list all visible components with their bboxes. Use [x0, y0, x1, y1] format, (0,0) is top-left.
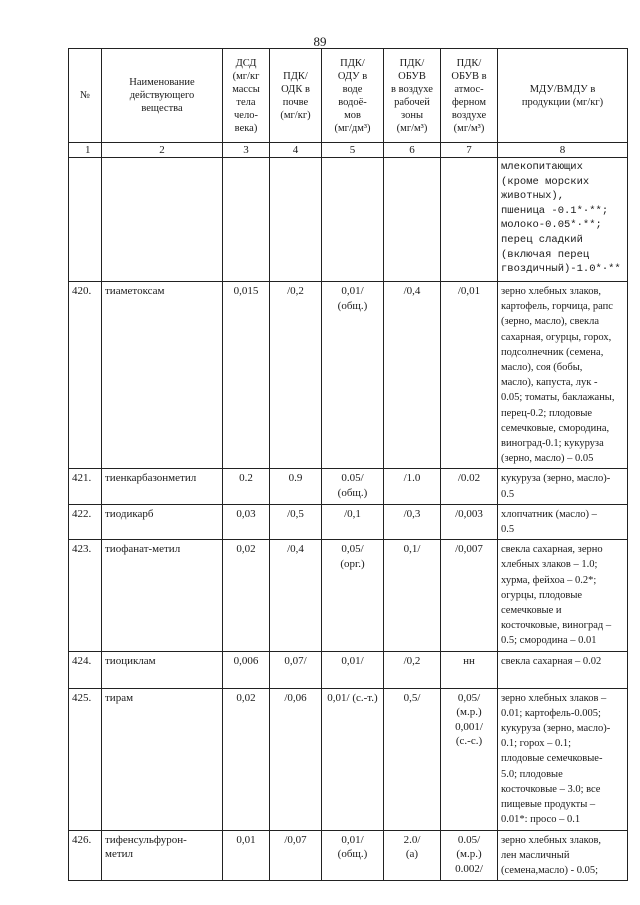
text-line: ОБУВ в — [451, 70, 487, 82]
text-line: (мг/кг) — [280, 109, 311, 121]
dsd-value: 0,01 — [223, 830, 270, 881]
column-number: 4 — [270, 143, 322, 158]
mdu-value — [498, 504, 628, 539]
row-number: 423. — [69, 540, 102, 651]
text-line: продукции (мг/кг) — [521, 96, 604, 108]
column-number: 1 — [69, 143, 102, 158]
text-line: вещества — [141, 103, 183, 114]
text-line: (семена,масло) - 0.05; — [501, 864, 599, 876]
text-line: 2.0/ — [403, 833, 421, 846]
soil-value: /0,2 — [270, 282, 322, 469]
text-line: зерно хлебных злаков, — [501, 834, 602, 846]
text-line: ПДК/ — [399, 57, 425, 69]
table-row — [69, 688, 628, 830]
text-line: ПДК/ — [456, 57, 482, 69]
text-line: гвоздичный)-1.0*·** — [501, 263, 621, 276]
text-line: тирам — [105, 691, 134, 704]
table-row — [69, 469, 628, 504]
text-line: 0,01/ (с.-т.) — [327, 691, 378, 704]
header-dsd — [223, 49, 270, 143]
water-value — [322, 540, 384, 651]
atmosphere-air-value — [441, 651, 498, 688]
work-air-value: /0,3 — [384, 504, 441, 539]
atmosphere-air-value — [441, 282, 498, 469]
text-line: 0.05/ — [341, 472, 364, 485]
text-line: тифенсульфурон- — [105, 833, 187, 846]
text-line: плодовые семечковые- — [501, 753, 603, 765]
text-line: /0.02 — [457, 472, 481, 485]
substance-name — [102, 830, 223, 881]
atmosphere-air-value — [441, 688, 498, 830]
text-line: (общ.) — [337, 848, 368, 860]
dsd-value: 0,02 — [223, 540, 270, 651]
work-air-value: /0,2 — [384, 651, 441, 688]
text-line: (мг/м³) — [396, 122, 428, 134]
table-row — [69, 830, 628, 881]
substance-name — [102, 651, 223, 688]
text-line: картофель, горчица, рапс — [501, 301, 613, 313]
text-line: молоко-0.05*·**; — [501, 219, 602, 232]
text-line: тиоциклам — [105, 654, 156, 667]
text-line: ОДК в — [281, 83, 310, 95]
text-line: (зерно, масло) – 0.05 — [501, 453, 594, 465]
dsd-value: 0,02 — [223, 688, 270, 830]
substance-name — [102, 688, 223, 830]
mdu-value — [498, 688, 628, 830]
text-line: косточковые – 3.0; все — [501, 783, 601, 795]
text-line: 0.5 — [501, 524, 515, 536]
text-line: /0,01 — [457, 285, 481, 297]
atmosphere-air-value — [441, 830, 498, 881]
header-water — [322, 49, 384, 143]
dsd-value: 0.2 — [223, 469, 270, 504]
text-line: массы — [232, 83, 260, 95]
text-line: семечковые, смородина, — [501, 422, 610, 434]
substance-name — [102, 504, 223, 539]
text-line: 0,01/ — [341, 285, 364, 297]
work-air-value: 0,1/ — [384, 540, 441, 651]
text-line: метил — [105, 848, 134, 860]
text-line: действующего — [129, 90, 195, 101]
dsd-value: 0,03 — [223, 504, 270, 539]
text-line: мов — [344, 109, 361, 121]
text-line: млекопитающих — [501, 161, 583, 173]
text-line: ПДК/ — [283, 70, 308, 82]
water-value — [322, 688, 384, 830]
table-row — [69, 504, 628, 539]
substance-name — [102, 540, 223, 651]
mdu-value — [498, 651, 628, 688]
text-line: (кроме морских — [501, 175, 590, 188]
mdu-value — [498, 469, 628, 504]
cell-empty — [270, 158, 322, 282]
text-line: 0,01/ — [341, 833, 364, 846]
text-line: пищевые продукты – — [501, 799, 596, 811]
text-line: ОДУ в — [337, 70, 368, 82]
text-line: пшеница -0.1*·**; — [501, 204, 609, 217]
text-line: (общ.) — [337, 486, 368, 499]
text-line: атмос- — [454, 83, 484, 95]
cell-empty — [441, 158, 498, 282]
text-line: (м.р.) — [456, 848, 482, 860]
text-line: рабочей — [394, 96, 430, 108]
text-line: животных), — [501, 190, 565, 203]
text-line: виноград-0.1; кукуруза — [501, 438, 604, 450]
column-number: 3 — [223, 143, 270, 158]
row-number: 420. — [69, 282, 102, 469]
soil-value: 0.9 — [270, 469, 322, 504]
text-line: тела — [236, 96, 256, 108]
water-value — [322, 651, 384, 688]
text-line: тиенкарбазонметил — [105, 472, 197, 485]
column-number: 6 — [384, 143, 441, 158]
text-line: 0.1; горох – 0.1; — [501, 738, 571, 750]
cell-empty — [322, 158, 384, 282]
row-number: 421. — [69, 469, 102, 504]
text-line: тиофанат-метил — [105, 543, 181, 556]
text-line: кукуруза (зерно, масло)- — [501, 473, 611, 485]
atmosphere-air-value — [441, 504, 498, 539]
header-substance-name — [102, 49, 223, 143]
row-number: 425. — [69, 688, 102, 830]
soil-value: 0,07/ — [270, 651, 322, 688]
column-number: 8 — [498, 143, 628, 158]
header-work-air — [384, 49, 441, 143]
text-line: (мг/дм³) — [334, 122, 371, 134]
cell-empty — [69, 158, 102, 282]
text-line: воздухе — [451, 109, 487, 121]
work-air-value: 0,5/ — [384, 688, 441, 830]
atmosphere-air-value — [441, 540, 498, 651]
mdu-value — [498, 830, 628, 881]
table-row — [69, 651, 628, 688]
page-number: 89 — [313, 34, 327, 49]
text-line: /0,007 — [455, 543, 483, 556]
text-line: (мг/кг — [232, 70, 260, 82]
text-line: нн — [463, 654, 475, 667]
text-line: 0,001/ — [455, 720, 483, 733]
text-line: 0,05/ (м.р.) — [456, 691, 482, 719]
text-line: 0.5; смородина – 0.01 — [501, 635, 597, 647]
work-air-value: /0,4 — [384, 282, 441, 469]
dsd-value: 0,006 — [223, 651, 270, 688]
text-line: ферном — [451, 96, 487, 108]
text-line: в воздухе — [391, 83, 433, 95]
text-line: /0,1 — [344, 507, 361, 520]
text-line: подсолнечник (семена, — [501, 346, 604, 358]
text-line: МДУ/ВМДУ в — [529, 83, 596, 95]
text-line: хлопчатник (масло) – — [501, 508, 597, 520]
text-line: водоё- — [338, 96, 367, 108]
column-numbers-row — [69, 143, 628, 158]
work-air-value — [384, 830, 441, 881]
text-line: свекла сахарная – 0.02 — [501, 655, 602, 667]
table-row — [69, 282, 628, 469]
text-line: 0,01/ — [341, 654, 364, 667]
text-line: 5.0; плодовые — [501, 768, 563, 780]
text-line: (зерно, масло), свекла — [501, 316, 600, 328]
soil-value: /0,4 — [270, 540, 322, 651]
soil-value: /0,06 — [270, 688, 322, 830]
water-value — [322, 830, 384, 881]
text-line: перец сладкий — [501, 233, 583, 246]
text-line: 0.002/ — [455, 862, 483, 875]
header-number: № — [69, 49, 102, 143]
text-line: века) — [234, 122, 258, 134]
continuation-mdu — [498, 158, 628, 282]
water-value — [322, 469, 384, 504]
pesticide-regulations-table — [68, 48, 628, 881]
text-line: ДСД — [235, 57, 257, 69]
text-line: перец-0.2; плодовые — [501, 407, 593, 419]
atmosphere-air-value — [441, 469, 498, 504]
text-line: чело- — [234, 109, 258, 121]
row-number: 422. — [69, 504, 102, 539]
text-line: 0.01*: просо – 0.1 — [501, 814, 581, 826]
mdu-value — [498, 540, 628, 651]
text-line: воде — [342, 83, 363, 95]
work-air-value: /1.0 — [384, 469, 441, 504]
column-number: 2 — [102, 143, 223, 158]
text-line: почве — [282, 96, 309, 108]
water-value — [322, 282, 384, 469]
water-value — [322, 504, 384, 539]
text-line: (мг/м³) — [453, 122, 485, 134]
column-number: 7 — [441, 143, 498, 158]
soil-value: /0,5 — [270, 504, 322, 539]
row-number: 426. — [69, 830, 102, 881]
text-line: /0,003 — [455, 507, 483, 520]
text-line: (включая перец — [501, 248, 590, 261]
header-soil — [270, 49, 322, 143]
text-line: свекла сахарная, зерно — [501, 544, 603, 556]
continuation-row — [69, 158, 628, 282]
text-line: тиаметоксам — [105, 285, 165, 297]
text-line: 0.5 — [501, 488, 515, 500]
text-line: масло), капуста, лук - — [501, 377, 598, 389]
header-mdu — [498, 49, 628, 143]
text-line: масло), соя (бобы, — [501, 362, 583, 374]
text-line: семечковые и — [501, 605, 562, 617]
substance-name — [102, 282, 223, 469]
cell-empty — [102, 158, 223, 282]
text-line: зерно хлебных злаков, — [501, 286, 602, 297]
text-line: хурма, фейхоа – 0.2*; — [501, 574, 597, 586]
table-header-row — [69, 49, 628, 143]
table-row — [69, 540, 628, 651]
substance-name — [102, 469, 223, 504]
text-line: лен масличный — [501, 849, 570, 861]
text-line: кукуруза (зерно, масло)- — [501, 723, 611, 735]
text-line: ПДК/ — [340, 57, 365, 69]
cell-empty — [384, 158, 441, 282]
text-line: тиодикарб — [105, 507, 154, 520]
text-line: 0,05/ — [341, 543, 364, 556]
cell-empty — [223, 158, 270, 282]
text-line: сахарная, огурцы, горох, — [501, 331, 612, 343]
text-line: 0.05; томаты, баклажаны, — [501, 392, 615, 404]
text-line: огурцы, плодовые — [501, 589, 583, 601]
column-number: 5 — [322, 143, 384, 158]
text-line: косточковые, виноград – — [501, 620, 612, 632]
text-line: (общ.) — [337, 299, 368, 312]
soil-value: /0,07 — [270, 830, 322, 881]
text-line: (а) — [405, 848, 419, 860]
text-line: зоны — [400, 109, 423, 121]
dsd-value: 0,015 — [223, 282, 270, 469]
text-line: 0.01; картофель-0.005; — [501, 707, 601, 719]
text-line: (орг.) — [340, 557, 365, 570]
header-atmosphere-air — [441, 49, 498, 143]
mdu-value — [498, 282, 628, 469]
text-line: ОБУВ — [398, 70, 426, 82]
text-line: хлебных злаков – 1.0; — [501, 559, 598, 571]
text-line: (с.-с.) — [455, 735, 483, 748]
text-line: 0.05/ — [457, 833, 481, 846]
text-line: Наименование — [129, 77, 195, 88]
row-number: 424. — [69, 651, 102, 688]
text-line: зерно хлебных злаков – — [501, 692, 607, 704]
